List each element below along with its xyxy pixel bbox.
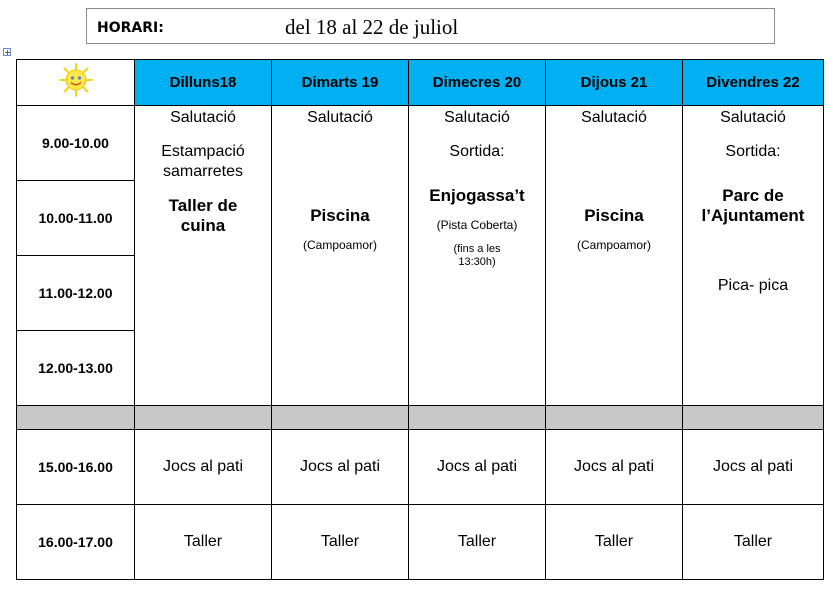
place-text: (Pista Coberta) [436,218,518,232]
sun-face-icon [59,63,93,97]
schedule-title-box [86,8,775,44]
activity-bold-text: Taller de cuina [168,196,238,235]
activity-cell: Jocs al pati [546,430,683,505]
time-slot: 15.00-16.00 [17,430,135,505]
day-header-monday: Dilluns18 [135,60,272,106]
activity-cell: Taller [409,505,546,580]
separator-cell [135,406,272,430]
table-row [17,505,824,580]
activity-cell: Jocs al pati [683,430,824,505]
time-slot: 12.00-13.00 [17,331,135,406]
day-header-thursday: Dijous 21 [546,60,683,106]
outing-text: Sortida: [725,143,781,160]
day-header-row [17,60,824,106]
extra-text: Pica- pica [717,277,789,294]
activity-cell: Taller [135,505,272,580]
note-text: (fins a les 13:30h) [453,243,501,268]
greeting-text: Salutació [720,109,786,126]
activity-cell: Taller [683,505,824,580]
corner-cell [17,60,135,106]
schedule-table [16,59,824,580]
activity-bold-text: Enjogassa’t [429,186,525,205]
table-move-handle-icon[interactable] [3,48,11,56]
lunch-separator-row [17,406,824,430]
separator-cell [17,406,135,430]
wednesday-morning-cell [409,106,546,406]
activity-bold-text: Piscina [584,206,644,225]
greeting-text: Salutació [170,109,236,126]
place-text: (Campoamor) [576,238,651,252]
table-row [17,430,824,505]
place-text: (Campoamor) [302,238,377,252]
schedule-title: del 18 al 22 de juliol [285,15,459,39]
day-header-wednesday: Dimecres 20 [409,60,546,106]
activity-bold-text: Parc de l’Ajuntament [701,186,805,225]
schedule-label: HORARI: [97,20,164,36]
activity-cell: Taller [546,505,683,580]
outing-text: Sortida: [449,143,505,160]
tuesday-morning-cell [272,106,409,406]
separator-cell [683,406,824,430]
activity-cell: Taller [272,505,409,580]
activity-bold-text: Piscina [310,206,370,225]
separator-cell [272,406,409,430]
activity-text: Estampació samarretes [161,143,245,180]
time-slot: 9.00-10.00 [17,106,135,181]
friday-morning-cell [683,106,824,406]
time-slot: 10.00-11.00 [17,181,135,256]
monday-morning-cell [135,106,272,406]
activity-cell: Jocs al pati [135,430,272,505]
greeting-text: Salutació [307,109,373,126]
day-header-friday: Divendres 22 [683,60,824,106]
day-header-tuesday: Dimarts 19 [272,60,409,106]
table-row [17,106,824,181]
separator-cell [546,406,683,430]
greeting-text: Salutació [444,109,510,126]
separator-cell [409,406,546,430]
activity-cell: Jocs al pati [409,430,546,505]
activity-cell: Jocs al pati [272,430,409,505]
time-slot: 16.00-17.00 [17,505,135,580]
thursday-morning-cell [546,106,683,406]
time-slot: 11.00-12.00 [17,256,135,331]
greeting-text: Salutació [581,109,647,126]
